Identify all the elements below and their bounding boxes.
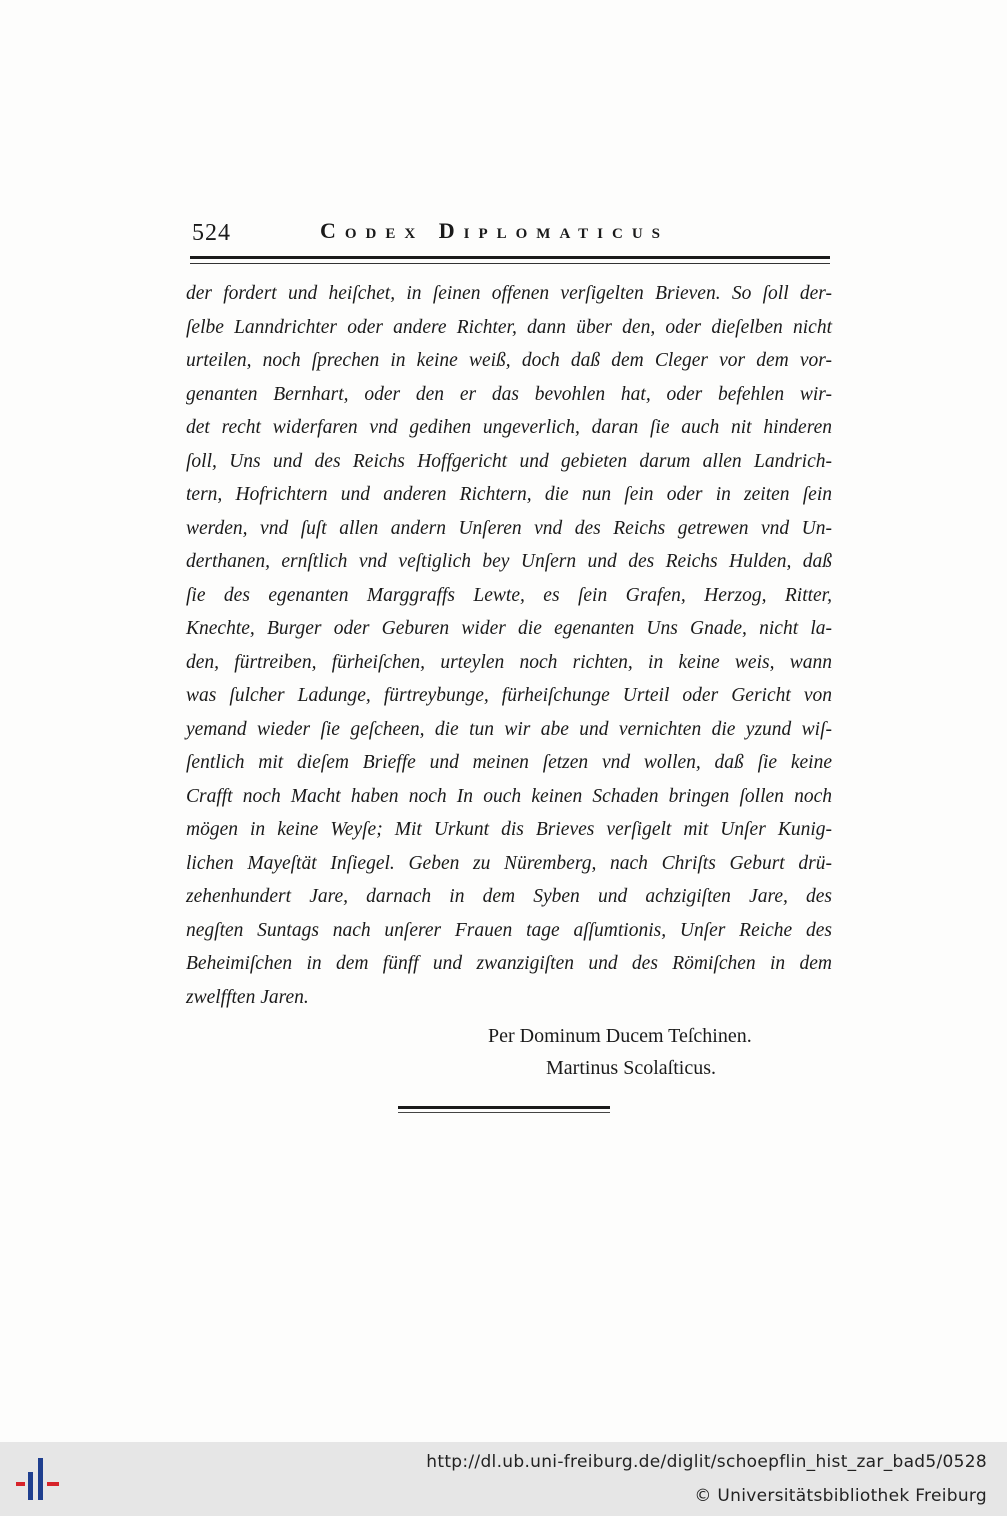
closing-rule-thick xyxy=(398,1106,610,1109)
text-line: ſie des egenanten Marggraffs Lewte, es ſein Grafen, Herzog, Ritter, xyxy=(186,584,832,606)
text-line: Beheimiſchen in dem fünff und zwanzigiſten und des Römiſchen in dem xyxy=(186,953,832,974)
permalink-url[interactable]: http://dl.ub.uni-freiburg.de/diglit/schoepflin_hist_zar_bad5/0528 xyxy=(426,1452,987,1472)
text-line: werden, vnd ſuſt allen andern Unſeren vnd des Reichs getrewen vnd Un- xyxy=(186,517,832,539)
text-line: tern, Hofrichtern und anderen Richtern, die nun ſein oder in zeiten ſein xyxy=(186,484,832,505)
closing-rule xyxy=(398,1106,610,1114)
text-line: den, fürtreiben, fürheiſchen, urteylen noch richten, in keine weis, wann xyxy=(186,651,832,673)
text-line: zehenhundert Jare, darnach in dem Syben und achzigiſten Jare, des xyxy=(186,886,832,907)
text-line: derthanen, ernſtlich vnd veſtiglich bey Unſern und des Reichs Hulden, daß xyxy=(186,551,832,572)
text-line: was ſulcher Ladunge, fürtreybunge, fürheiſchunge Urteil oder Gericht von xyxy=(186,685,832,706)
header-rule-thick xyxy=(190,256,830,259)
running-title: Codex Diplomaticus xyxy=(320,218,670,243)
text-line: ſoll, Uns und des Reichs Hoffgericht und gebieten darum allen Landrich- xyxy=(186,450,832,472)
copyright-notice: © Universitätsbibliothek Freiburg xyxy=(694,1486,987,1506)
body-text xyxy=(186,277,832,1014)
text-line: det recht widerfaren vnd gedihen ungeverlich, daran ſie auch nit hinderen xyxy=(186,417,832,438)
header-rule xyxy=(190,256,830,266)
text-line: yemand wieder ſie geſcheen, die tun wir abe und vernichten die yzund wiſ- xyxy=(186,718,832,740)
signature-line-1: Per Dominum Ducem Teſchinen. xyxy=(488,1025,752,1047)
signature-line-2: Martinus Scolaſticus. xyxy=(546,1057,716,1079)
closing-rule-thin xyxy=(398,1112,610,1113)
text-line: urteilen, noch ſprechen in keine weiß, doch daß dem Cleger vor dem vor- xyxy=(186,350,832,371)
viewer-footer xyxy=(0,1442,1007,1516)
text-line: ſelbe Lanndrichter oder andere Richter, dann über den, oder dieſelben nicht xyxy=(186,316,832,338)
header-rule-thin xyxy=(190,263,830,264)
text-line: genanten Bernhart, oder den er das bevohlen hat, oder befehlen wir- xyxy=(186,383,832,405)
text-line: negſten Suntags nach unſerer Frauen tage aſſumtionis, Unſer Reiche des xyxy=(186,919,832,941)
text-line: mögen in keine Weyſe; Mit Urkunt dis Brieves verſigelt mit Unſer Kunig- xyxy=(186,819,832,840)
text-line: zwelfften Jaren. xyxy=(186,986,309,1008)
text-line: Knechte, Burger oder Geburen wider die egenanten Uns Gnade, nicht la- xyxy=(186,618,832,639)
text-line: der fordert und heiſchet, in ſeinen offenen verſigelten Brieven. So ſoll der- xyxy=(186,283,832,304)
page-number: 524 xyxy=(192,220,231,246)
text-line: lichen Mayeſtät Inſiegel. Geben zu Nüremberg, nach Chriſts Geburt drü- xyxy=(186,852,832,874)
signature-block xyxy=(488,1020,808,1084)
text-line: ſentlich mit dieſem Brieffe und meinen ſetzen vnd wollen, daß ſie keine xyxy=(186,752,832,773)
text-line: Crafft noch Macht haben noch In ouch keinen Schaden bringen ſollen noch xyxy=(186,785,832,807)
library-logo-icon xyxy=(14,1456,64,1502)
page-header xyxy=(190,214,835,248)
